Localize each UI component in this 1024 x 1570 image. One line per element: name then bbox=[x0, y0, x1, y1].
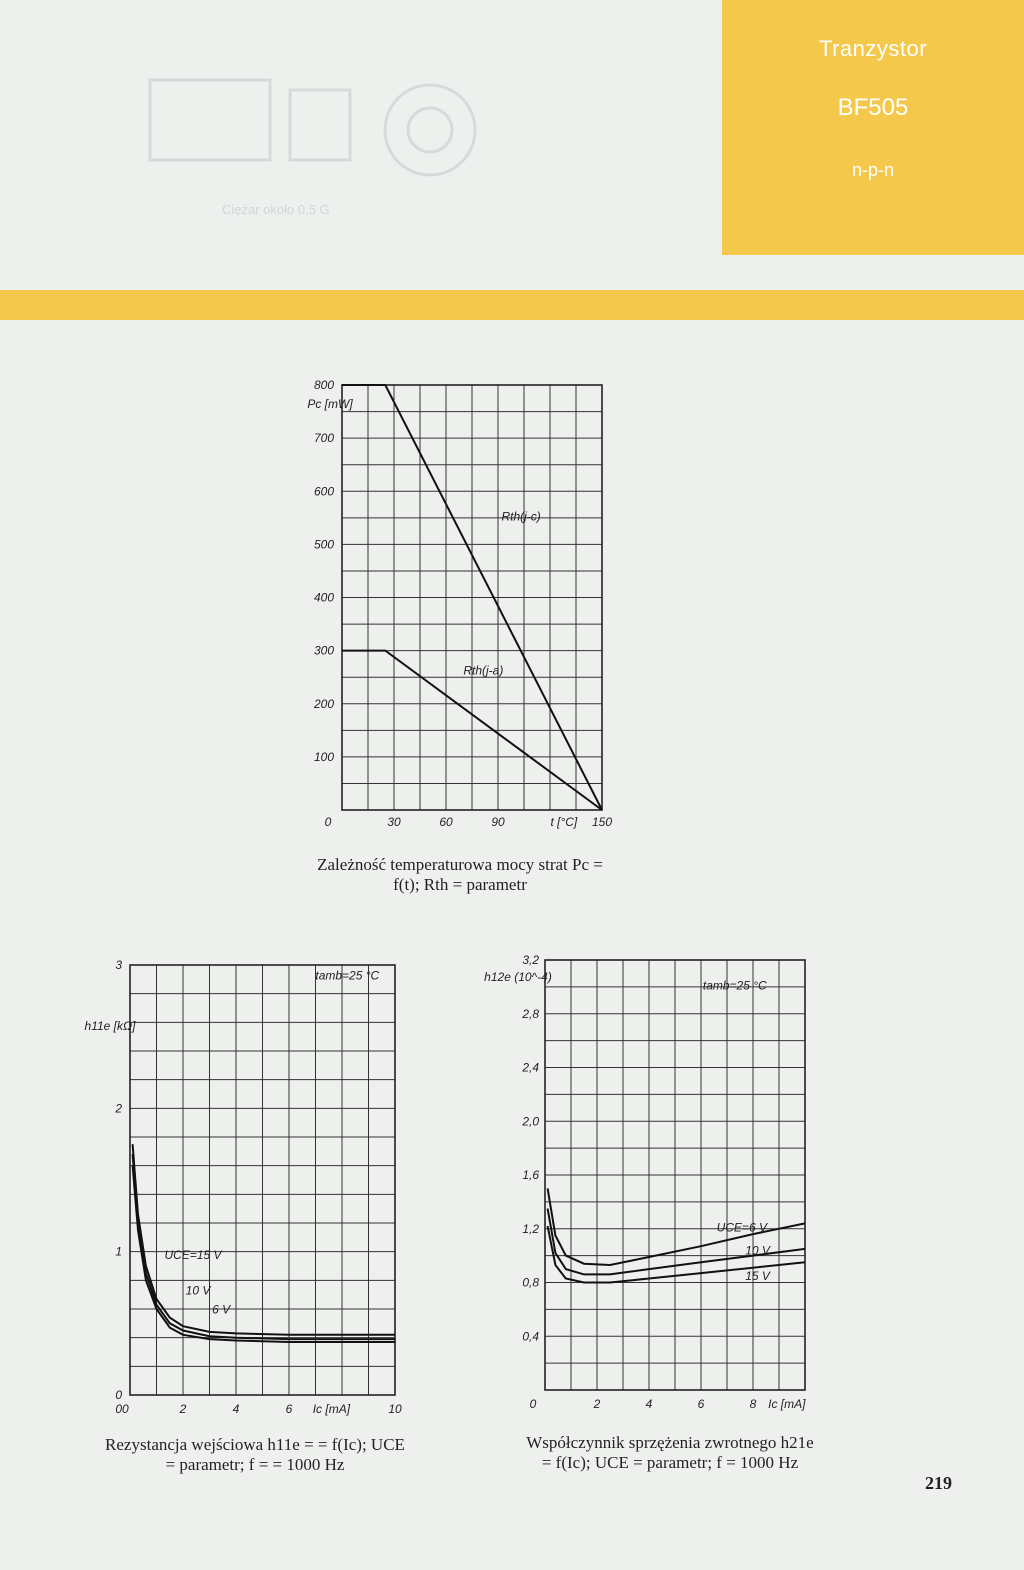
series-label-2: 15 V bbox=[745, 1268, 770, 1283]
y-tick-label: 800 bbox=[313, 378, 334, 392]
h12e-chart-caption: Współczynnik sprzężenia zwrotnego h21e = f(Ic); UCE = parametr; f = 1000 Hz bbox=[526, 1433, 814, 1472]
y-tick-label: 300 bbox=[313, 643, 334, 658]
x-tick-label: 10 bbox=[388, 1402, 402, 1416]
x-tick-label: 00 bbox=[115, 1402, 129, 1416]
series-label-1: 10 V bbox=[745, 1243, 770, 1258]
x-tick-label: 0 bbox=[529, 1397, 537, 1411]
series-label-1: Rth(j-a) bbox=[463, 663, 504, 678]
y-axis-label: h11e [kΩ] bbox=[84, 1019, 136, 1033]
page-number: 219 bbox=[925, 1473, 952, 1493]
x-tick-label: 0 bbox=[324, 815, 332, 829]
x-axis-label: Ic [mA] bbox=[312, 1402, 351, 1416]
x-tick-label: 2 bbox=[179, 1402, 187, 1416]
y-tick-label: 0,8 bbox=[522, 1275, 539, 1290]
y-tick-label: 100 bbox=[313, 749, 334, 764]
series-label-1: 10 V bbox=[185, 1283, 211, 1298]
y-tick-label: 1 bbox=[115, 1244, 122, 1259]
y-tick-label: 1,2 bbox=[522, 1221, 539, 1236]
series-label-0: Rth(j-c) bbox=[501, 509, 541, 524]
header-model: BF505 bbox=[837, 94, 909, 121]
x-tick-label: 6 bbox=[697, 1397, 705, 1411]
ambient-annotation: tamb=25 °C bbox=[315, 968, 380, 983]
x-axis-label: t [°C] bbox=[550, 815, 578, 829]
y-tick-label: 2,8 bbox=[522, 1006, 539, 1021]
y-tick-label: 2 bbox=[115, 1101, 122, 1116]
h11e-chart-caption: Rezystancja wejściowa h11e = = f(Ic); UCE = parametr; f = = 1000 Hz bbox=[105, 1435, 405, 1474]
series-line-2 bbox=[133, 1144, 395, 1335]
y-tick-label: 3 bbox=[115, 958, 122, 972]
x-tick-label: 6 bbox=[285, 1402, 293, 1416]
y-tick-label: 0 bbox=[115, 1388, 122, 1402]
bleed-through-drawing bbox=[130, 40, 510, 220]
series-line-1 bbox=[133, 1154, 395, 1339]
x-tick-label: 8 bbox=[749, 1397, 757, 1411]
h12e-chart bbox=[484, 945, 820, 1425]
y-tick-label: 400 bbox=[313, 590, 334, 605]
y-axis-label: Pc [mW] bbox=[307, 397, 353, 411]
header-type: n-p-n bbox=[851, 160, 895, 180]
series-label-0: UCE=6 V bbox=[716, 1220, 767, 1235]
header-title: Tranzystor bbox=[818, 36, 928, 61]
header-box bbox=[722, 0, 1024, 255]
x-tick-label: 150 bbox=[591, 815, 613, 829]
x-tick-label: 30 bbox=[387, 815, 401, 829]
y-tick-label: 700 bbox=[313, 431, 334, 446]
x-tick-label: 4 bbox=[232, 1402, 240, 1416]
y-tick-label: 500 bbox=[313, 537, 334, 552]
x-axis-label: Ic [mA] bbox=[768, 1397, 806, 1411]
x-tick-label: 4 bbox=[645, 1397, 653, 1411]
h11e-chart bbox=[80, 955, 410, 1425]
x-tick-label: 2 bbox=[593, 1397, 601, 1411]
power-temperature-chart bbox=[290, 370, 620, 840]
x-tick-label: 60 bbox=[439, 815, 453, 829]
y-tick-label: 0,4 bbox=[522, 1329, 539, 1344]
y-tick-label: 2,4 bbox=[522, 1060, 539, 1075]
power-chart-caption: Zależność temperaturowa mocy strat Pc = f(t); Rth = parametr bbox=[317, 855, 603, 894]
y-tick-label: 2,0 bbox=[522, 1114, 539, 1129]
y-tick-label: 600 bbox=[313, 484, 334, 499]
y-tick-label: 3,2 bbox=[522, 953, 539, 967]
ambient-annotation: tamb=25 °C bbox=[702, 978, 767, 993]
bleed-through-text: Ciężar około 0,5 G bbox=[222, 202, 330, 217]
yellow-band bbox=[0, 290, 1024, 320]
y-axis-label: h12e (10^-4) bbox=[484, 970, 552, 984]
series-label-2: 6 V bbox=[212, 1302, 231, 1317]
y-tick-label: 200 bbox=[313, 696, 334, 711]
y-tick-label: 1,6 bbox=[522, 1168, 539, 1182]
x-tick-label: 90 bbox=[491, 815, 505, 829]
series-label-0: UCE=15 V bbox=[164, 1247, 222, 1262]
